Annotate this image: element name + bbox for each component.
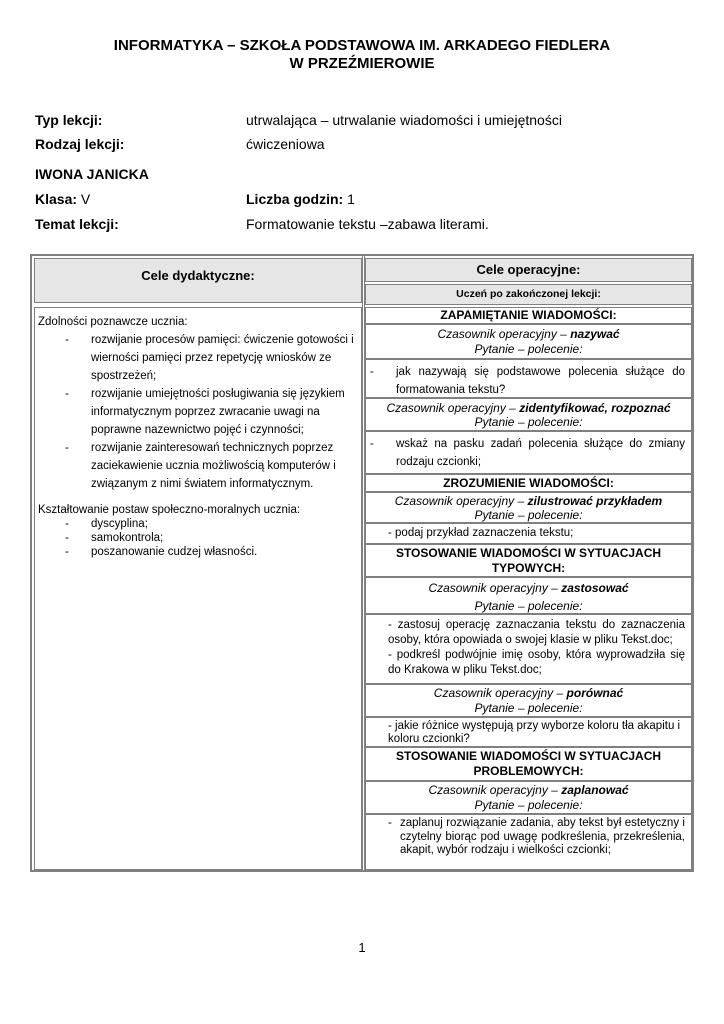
group2-title: Kształtowanie postaw społeczno-moralnych ucznia: bbox=[38, 504, 301, 516]
page-number: 1 bbox=[358, 940, 366, 955]
document-title-line1: INFORMATYKA – SZKOŁA PODSTAWOWA IM. ARKADEGO FIEDLERA bbox=[113, 37, 611, 54]
s1-verb-cell bbox=[365, 324, 692, 359]
s3-item-cell bbox=[365, 614, 692, 684]
s2-item-cell bbox=[365, 523, 692, 544]
s3b-item: - jakie różnice występują przy wyborze koloru tła akapitu i koloru czcionki? bbox=[388, 720, 681, 745]
s3b-verb-prefix: Czasownik operacyjny – bbox=[433, 686, 567, 700]
s4-item-cell bbox=[365, 814, 692, 870]
list-item: - jak nazywają się podstawowe polecenia służące do formatowania tekstu? bbox=[370, 363, 685, 399]
s3-item2: - podkreśl podwójnie imię osoby, która wyprowadziła się do Krakowa w pliku Tekst.doc; bbox=[388, 649, 685, 676]
s4-verb: zaplanować bbox=[561, 783, 629, 797]
klasa-row bbox=[35, 191, 90, 207]
godzin-label: Liczba godzin: bbox=[246, 191, 344, 207]
typ-label: Typ lekcji: bbox=[35, 112, 103, 128]
rodzaj-label: Rodzaj lekcji: bbox=[35, 136, 125, 152]
klasa-value: V bbox=[77, 191, 91, 207]
temat-label: Temat lekcji: bbox=[35, 216, 119, 232]
document-title-line2: W PRZEŹMIEROWIE bbox=[289, 55, 435, 72]
s1-item-cell bbox=[365, 359, 692, 398]
s3-verb-cell bbox=[365, 577, 692, 614]
right-header: Cele operacyjne: bbox=[365, 258, 692, 282]
s3b-verb: porównać bbox=[566, 686, 624, 700]
right-subheader: Uczeń po zakończonej lekcji: bbox=[365, 284, 692, 305]
s4-title-line1: STOSOWANIE WIADOMOŚCI W SYTUACJACH bbox=[395, 749, 662, 763]
s3b-item-cell bbox=[365, 717, 692, 747]
rodzaj-value: ćwiczeniowa bbox=[246, 136, 325, 152]
s1b-question: Pytanie – polecenie: bbox=[474, 415, 583, 429]
s4-title-line2: PROBLEMOWYCH: bbox=[473, 764, 584, 778]
teacher-name: IWONA JANICKA bbox=[35, 166, 149, 182]
s3b-question: Pytanie – polecenie: bbox=[474, 701, 583, 715]
group1-title: Zdolności poznawcze ucznia: bbox=[38, 316, 188, 328]
list-item: - wskaż na pasku zadań polecenia służące do zmiany rodzaju czcionki; bbox=[370, 435, 685, 471]
s2-verb-cell bbox=[365, 492, 692, 523]
list-item: - dyscyplina; bbox=[65, 517, 358, 531]
s3-item1: - zastosuj operację zaznaczania tekstu do zaznaczenia osoby, która opowiada o swojej klasie w pliku Tekst.doc; bbox=[388, 619, 685, 646]
list-item: - rozwijanie procesów pamięci: ćwiczenie gotowości i wierności pamięci przez repetycję wniosków ze spostrzeżeń; bbox=[65, 331, 358, 385]
s1b-verb: zidentyfikować, rozpoznać bbox=[519, 401, 671, 415]
s3-verb-prefix: Czasownik operacyjny – bbox=[428, 581, 562, 595]
s4-title-cell bbox=[365, 747, 692, 781]
s4-verb-prefix: Czasownik operacyjny – bbox=[428, 783, 562, 797]
s1-list bbox=[370, 363, 685, 399]
s3-title-line1: STOSOWANIE WIADOMOŚCI W SYTUACJACH bbox=[395, 546, 662, 560]
left-header: Cele dydaktyczne: bbox=[34, 258, 362, 303]
s2-verb-prefix: Czasownik operacyjny – bbox=[394, 494, 528, 508]
s1-verb: nazywać bbox=[570, 327, 620, 341]
s4-verb-cell bbox=[365, 781, 692, 814]
s4-question: Pytanie – polecenie: bbox=[474, 798, 583, 812]
s1-question: Pytanie – polecenie: bbox=[474, 342, 583, 356]
list-item: - poszanowanie cudzej własności. bbox=[65, 545, 358, 559]
godzin-value: 1 bbox=[343, 191, 355, 207]
group1-list bbox=[65, 331, 358, 493]
s2-verb: zilustrować przykładem bbox=[527, 494, 663, 508]
s1b-list bbox=[370, 435, 685, 471]
s3-verb: zastosować bbox=[561, 581, 629, 595]
group2-list bbox=[65, 517, 358, 559]
list-item: - samokontrola; bbox=[65, 531, 358, 545]
list-item: - rozwijanie umiejętności posługiwania się językiem informatycznym poprzez zwracanie uwagi na poprawne nazewnictwo pojęć i czynności; bbox=[65, 385, 358, 439]
s3-question: Pytanie – polecenie: bbox=[474, 599, 583, 613]
objectives-table bbox=[30, 254, 694, 872]
typ-value: utrwalająca – utrwalanie wiadomości i umiejętności bbox=[246, 112, 562, 128]
column-divider bbox=[362, 256, 365, 870]
s3-title-line2: TYPOWYCH: bbox=[491, 561, 566, 575]
s3-title-cell bbox=[365, 544, 692, 577]
klasa-label: Klasa: bbox=[35, 191, 78, 207]
s4-list bbox=[388, 817, 685, 858]
temat-value: Formatowanie tekstu –zabawa literami. bbox=[246, 216, 489, 232]
s1-verb-prefix: Czasownik operacyjny – bbox=[437, 327, 571, 341]
list-item: - zaplanuj rozwiązanie zadania, aby tekst był estetyczny i czytelny biorąc pod uwagę podkreślenia, przekreślenia, akapit, wybór rodzaju i wielkości czcionki; bbox=[388, 817, 685, 858]
s1b-item-cell bbox=[365, 431, 692, 474]
left-content bbox=[34, 307, 362, 870]
s2-item: - podaj przykład zaznaczenia tekstu; bbox=[388, 527, 574, 539]
s1b-verb-prefix: Czasownik operacyjny – bbox=[386, 401, 520, 415]
godzin-row bbox=[246, 191, 355, 207]
s2-question: Pytanie – polecenie: bbox=[474, 508, 583, 522]
s3b-verb-cell bbox=[365, 684, 692, 717]
list-item: - rozwijanie zainteresowań technicznych poprzez zaciekawienie ucznia możliwością komputerów i związanym z nimi światem informatycznym. bbox=[65, 439, 358, 493]
s1b-verb-cell bbox=[365, 398, 692, 431]
s2-title: ZROZUMIENIE WIADOMOŚCI: bbox=[365, 474, 692, 492]
s1-title: ZAPAMIĘTANIE WIADOMOŚCI: bbox=[365, 307, 692, 324]
